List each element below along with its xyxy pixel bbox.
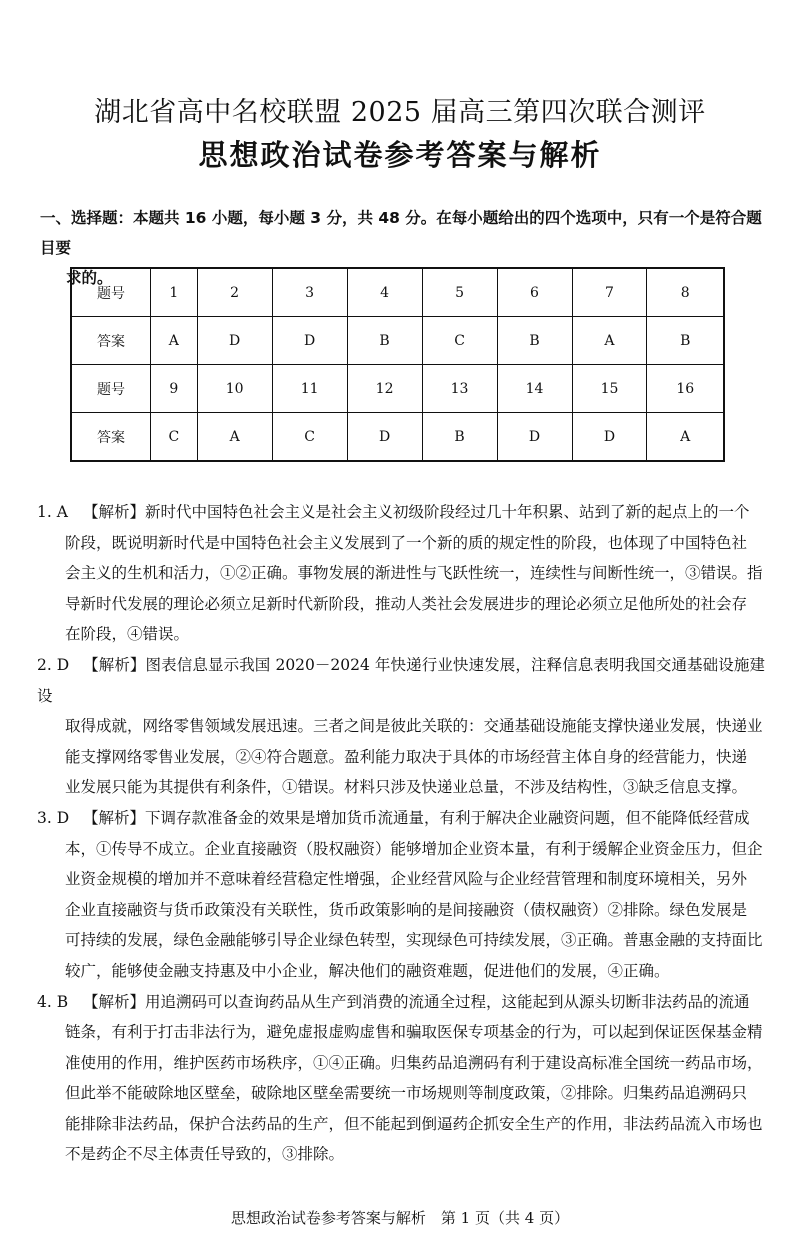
table-cell: 10 [197,365,272,413]
question-number: 3. D [37,808,70,827]
table-cell: B [647,317,724,365]
table-cell: 12 [347,365,422,413]
table-cell: 1 [151,268,198,317]
table-cell: D [272,317,347,365]
explanations [37,497,765,1170]
row-label: 答案 [71,317,151,365]
row-label: 题号 [71,268,151,317]
table-cell: 7 [572,268,647,317]
table-cell: 2 [197,268,272,317]
table-cell: A [197,413,272,462]
table-cell: 9 [151,365,198,413]
exam-title: 湖北省高中名校联盟 2025 届高三第四次联合测评 [94,97,706,128]
table-cell: B [497,317,572,365]
table-cell: B [347,317,422,365]
explanation-line: 业资金规模的增加并不意味着经营稳定性增强，企业经营风险与企业经营管理和制度环境相关，另外 [65,870,748,889]
explanation-item [37,803,765,987]
table-cell: D [497,413,572,462]
explanation-text: 【解析】用追溯码可以查询药品从生产到消费的流通全过程，这能起到从源头切断非法药品的流通 [83,992,750,1011]
table-cell: 3 [272,268,347,317]
explanation-line [37,650,765,711]
table-cell: B [422,413,497,462]
explanation-line [37,987,765,1018]
explanation-text: 【解析】图表信息显示我国 2020－2024 年快递行业快速发展，注释信息表明我国交通基础设施建设 [37,655,765,705]
table-row [71,365,724,413]
table-cell: 14 [497,365,572,413]
row-label: 答案 [71,413,151,462]
table-cell: A [151,317,198,365]
table-cell: D [197,317,272,365]
explanation-line: 能排除非法药品，保护合法药品的生产，但不能起到倒逼药企抓安全生产的作用，非法药品流入市场也 [65,1114,763,1133]
table-cell: 16 [647,365,724,413]
table-cell: 11 [272,365,347,413]
explanation-line: 能支撑网络零售业发展，②④符合题意。盈利能力取决于具体的市场经营主体自身的经营能力，快递 [65,747,748,766]
table-cell: C [272,413,347,462]
explanation-text: 【解析】新时代中国特色社会主义是社会主义初级阶段经过几十年积累、站到了新的起点上的一个 [83,503,750,521]
table-cell: 4 [347,268,422,317]
explanation-item [37,987,765,1171]
explanation-line [37,497,765,528]
question-number: 1. A [37,503,68,521]
table-cell: 8 [647,268,724,317]
table-cell: 15 [572,365,647,413]
table-cell: A [572,317,647,365]
explanation-line: 但此举不能破除地区壁垒，破除地区壁垒需要统一市场规则等制度政策，②排除。归集药品追溯码只 [65,1084,748,1103]
table-cell: 5 [422,268,497,317]
table-row [71,317,724,365]
question-number: 2. D [37,655,70,674]
explanation-item [37,497,765,650]
question-number: 4. B [37,992,69,1011]
explanation-line: 导新时代发展的理论必须立足新时代新阶段，推动人类社会发展进步的理论必须立足他所处的社会存 [65,594,748,613]
explanation-item [37,650,765,803]
table-cell: C [151,413,198,462]
explanation-line: 阶段，既说明新时代是中国特色社会主义发展到了一个新的质的规定性的阶段，也体现了中国特色社 [65,533,748,552]
table-cell: D [572,413,647,462]
table-cell: D [347,413,422,462]
table-cell: 13 [422,365,497,413]
answer-table [70,267,725,462]
explanation-line: 不是药企不尽主体责任导致的，③排除。 [65,1145,345,1164]
table-cell: A [647,413,724,462]
explanation-line: 取得成就，网络零售领域发展迅速。三者之间是彼此关联的：交通基础设施能支撑快递业发展，快递业 [65,717,763,736]
table-row [71,268,724,317]
table-cell: 6 [497,268,572,317]
explanation-line [37,803,765,834]
table-cell: C [422,317,497,365]
explanation-text: 【解析】下调存款准备金的效果是增加货币流通量，有利于解决企业融资问题，但不能降低经营成 [83,808,750,827]
explanation-line: 业发展只能为其提供有利条件，①错误。材料只涉及快递业总量，不涉及结构性，③缺乏信息支撑。 [65,778,748,797]
explanation-line: 较广，能够使金融支持惠及中小企业，解决他们的融资难题，促进他们的发展，④正确。 [65,961,670,980]
section-heading-line2: 求的。 [66,269,113,287]
page-footer: 思想政治试卷参考答案与解析 第 1 页（共 4 页） [230,1209,570,1227]
table-row [71,413,724,462]
section-heading-line1: 一、选择题：本题共 16 小题，每小题 3 分，共 48 分。在每小题给出的四个选项中，只有一个是符合题目要 [40,209,762,257]
explanation-line: 在阶段，④错误。 [65,625,190,644]
document-title: 思想政治试卷参考答案与解析 [198,138,602,172]
explanation-line: 企业直接融资与货币政策没有关联性，货币政策影响的是间接融资（债权融资）②排除。绿色发展是 [65,900,748,919]
explanation-line: 本，①传导不成立。企业直接融资（股权融资）能够增加企业资本量，有利于缓解企业资金压力，但企 [65,839,763,858]
explanation-line: 会主义的生机和活力，①②正确。事物发展的渐进性与飞跃性统一，连续性与间断性统一，③错误。指 [65,564,763,583]
row-label: 题号 [71,365,151,413]
explanation-line: 链条，有利于打击非法行为，避免虚报虚购虚售和骗取医保专项基金的行为，可以起到保证医保基金精 [65,1023,763,1042]
explanation-line: 准使用的作用，维护医药市场秩序，①④正确。归集药品追溯码有利于建设高标准全国统一药品市场， [65,1053,763,1072]
explanation-line: 可持续的发展，绿色金融能够引导企业绿色转型，实现绿色可持续发展，③正确。普惠金融的支持面比 [65,931,763,950]
